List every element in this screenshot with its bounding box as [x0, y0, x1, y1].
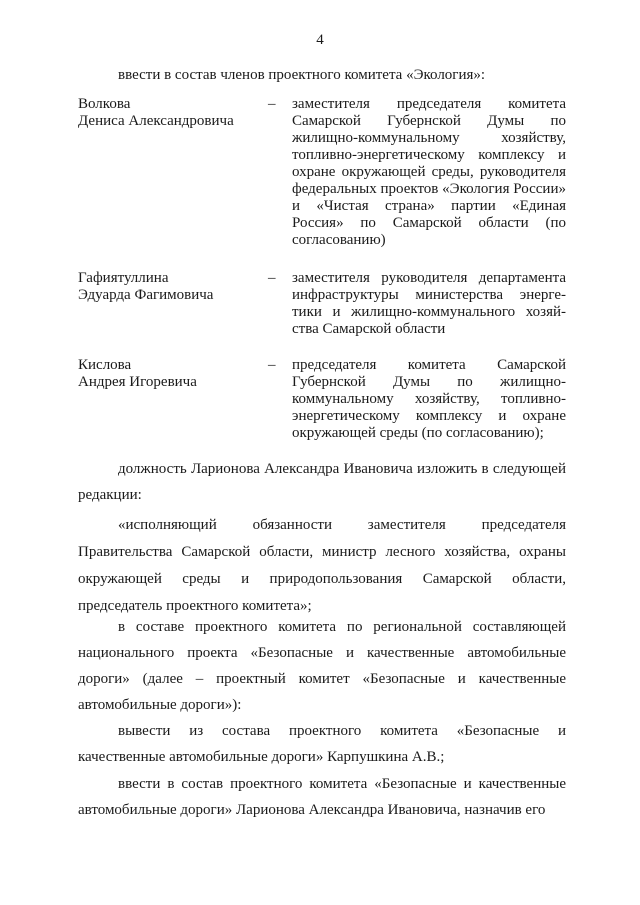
member-role-gafiyatullin: заместителя руководителя департамента инфраструктуры министерства энерге-тики и жилищно-коммунального хозяй-ства Самарской области	[292, 270, 566, 337]
member-role-volkov: заместителя председателя комитета Самарской Губернской Думы по жилищно-коммунальному хозяйству, топливно-энергетическому комплексу и охране окружающей среды, руководителя федеральных проектов «Экология России» и «Чистая страна» партии «Единая Россия» по Самарской области (по согласованию)	[292, 96, 566, 248]
paragraph-roads-committee	[78, 614, 566, 718]
member-name-kislov	[78, 357, 268, 391]
member-name-gafiyatullin	[78, 270, 268, 304]
paragraph-text: «исполняющий обязанности заместителя председателя Правительства Самарской области, министр лесного хозяйства, охраны окружающей среды и природопользования Самарской области, председатель проектного комитета»;	[78, 517, 566, 614]
member-surname: Кислова	[78, 357, 132, 373]
paragraph-remove-karpushkin	[78, 718, 566, 770]
paragraph-larionov-position	[78, 456, 566, 508]
paragraph-add-larionov	[78, 771, 566, 823]
member-dash: –	[268, 357, 276, 373]
member-given-names: Дениса Александровича	[78, 113, 234, 129]
page-number: 4	[316, 32, 324, 48]
intro-line: ввести в состав членов проектного комитета «Экология»:	[118, 67, 486, 83]
member-surname: Гафиятуллина	[78, 270, 169, 286]
member-given-names: Эдуарда Фагимовича	[78, 287, 214, 303]
member-surname: Волкова	[78, 96, 131, 112]
paragraph-text: должность Ларионова Александра Ивановича изложить в следующей редакции:	[78, 461, 566, 503]
member-role-kislov: председателя комитета Самарской Губернской Думы по жилищно-коммунальному хозяйству, топливно-энергетическому комплексу и охране окружающей среды (по согласованию);	[292, 357, 566, 441]
member-given-names: Андрея Игоревича	[78, 374, 197, 390]
paragraph-text: в составе проектного комитета по региональной составляющей национального проекта «Безопасные и качественные автомобильные дороги» (далее – проектный комитет «Безопасные и качественные автомобильные дороги»):	[78, 619, 566, 713]
member-dash: –	[268, 96, 276, 112]
member-dash: –	[268, 270, 276, 286]
paragraph-larionov-title	[78, 512, 566, 620]
paragraph-text: ввести в состав проектного комитета «Безопасные и качественные автомобильные дороги» Ларионова Александра Ивановича, назначив его	[78, 776, 566, 818]
paragraph-text: вывести из состава проектного комитета «Безопасные и качественные автомобильные дороги» Карпушкина А.В.;	[78, 723, 566, 765]
member-name-volkov	[78, 96, 268, 130]
